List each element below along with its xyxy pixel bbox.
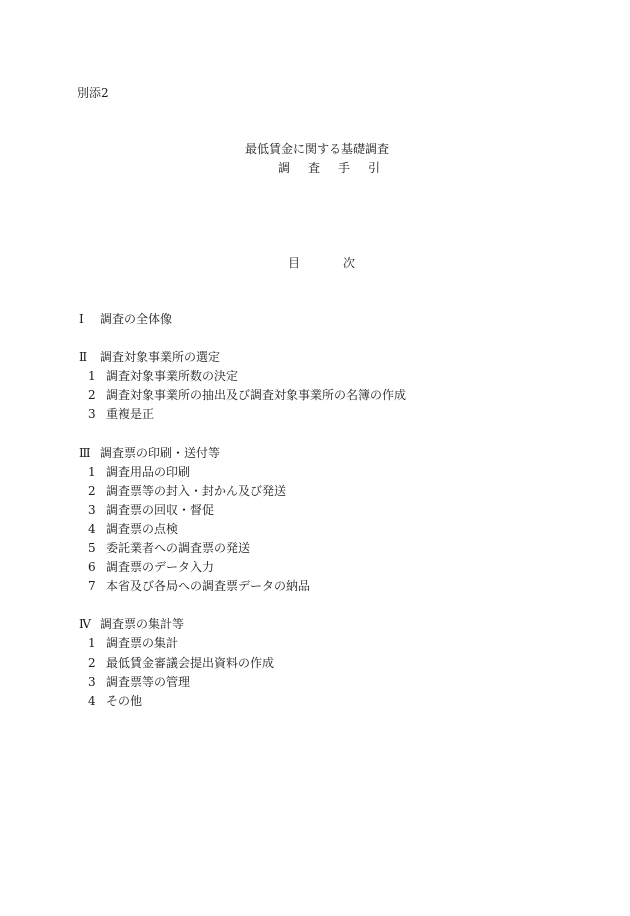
toc-item-text: 委託業者への調査票の発送 bbox=[106, 541, 251, 555]
toc-item bbox=[88, 694, 142, 708]
subtitle-char: 引 bbox=[368, 161, 381, 175]
toc-section bbox=[79, 446, 220, 460]
toc-item bbox=[88, 541, 250, 555]
toc-item-number: 1 bbox=[88, 464, 96, 479]
subtitle-char: 査 bbox=[308, 161, 321, 175]
toc-item-text: 調査票等の封入・封かん及び発送 bbox=[106, 483, 287, 498]
toc-item bbox=[88, 560, 214, 574]
toc-item bbox=[88, 388, 406, 402]
toc-item bbox=[88, 484, 286, 498]
toc-item-number: 5 bbox=[88, 541, 96, 555]
toc-item-number: 6 bbox=[88, 560, 96, 575]
toc-section bbox=[79, 312, 172, 326]
toc-item-text: その他 bbox=[106, 693, 143, 708]
subtitle-char: 調 bbox=[278, 161, 291, 175]
attachment-label: 別添2 bbox=[77, 86, 109, 100]
toc-section-number: Ⅱ bbox=[79, 350, 88, 365]
toc-item bbox=[88, 636, 178, 650]
toc-item-number: 7 bbox=[88, 579, 96, 594]
toc-item-text: 調査対象事業所の抽出及び調査対象事業所の名簿の作成 bbox=[106, 388, 407, 403]
toc-section-title: 調査対象事業所の選定 bbox=[100, 350, 221, 365]
toc-item-number: 3 bbox=[88, 502, 96, 517]
toc-item bbox=[88, 579, 310, 593]
toc-item bbox=[88, 407, 154, 421]
toc-item bbox=[88, 465, 190, 479]
toc-item-text: 調査票の集計 bbox=[106, 636, 179, 651]
toc-item-number: 4 bbox=[88, 693, 96, 708]
subtitle-char: 手 bbox=[338, 161, 351, 175]
toc-item-text: 調査票のデータ入力 bbox=[106, 560, 215, 575]
toc-item-number: 2 bbox=[88, 655, 96, 670]
toc-item-number: 2 bbox=[88, 388, 96, 403]
toc-item-text: 調査対象事業所数の決定 bbox=[106, 369, 239, 384]
toc-section-number: Ⅳ bbox=[79, 617, 91, 632]
toc-item-number: 3 bbox=[88, 407, 96, 422]
toc-item bbox=[88, 522, 178, 536]
toc-section-title: 調査票の印刷・送付等 bbox=[100, 445, 221, 460]
toc-item-text: 重複是正 bbox=[106, 407, 155, 422]
document-title: 最低賃金に関する基礎調査 bbox=[244, 142, 389, 156]
toc-item-number: 4 bbox=[88, 521, 96, 536]
toc-item bbox=[88, 656, 274, 670]
toc-section-title: 調査の全体像 bbox=[100, 312, 173, 326]
toc-item-text: 最低賃金審議会提出資料の作成 bbox=[106, 655, 275, 670]
toc-item-text: 調査用品の印刷 bbox=[106, 464, 191, 479]
toc-section bbox=[79, 350, 220, 364]
toc-item-text: 調査票の回収・督促 bbox=[106, 502, 215, 517]
toc-section-title: 調査票の集計等 bbox=[100, 617, 185, 632]
toc-heading-char: 目 bbox=[288, 256, 301, 270]
toc-heading bbox=[288, 256, 355, 270]
toc-section-number: Ⅰ bbox=[79, 312, 84, 326]
toc-item bbox=[88, 675, 190, 689]
document-subtitle bbox=[278, 161, 380, 175]
toc-item-text: 調査票の点検 bbox=[106, 521, 179, 536]
toc-section bbox=[79, 617, 184, 631]
toc-item-text: 本省及び各局への調査票データの納品 bbox=[106, 579, 311, 594]
toc-item-number: 3 bbox=[88, 674, 96, 689]
toc-item-number: 1 bbox=[88, 636, 96, 651]
toc-item bbox=[88, 369, 238, 383]
toc-item-number: 1 bbox=[88, 369, 96, 384]
toc-heading-char: 次 bbox=[343, 256, 356, 270]
toc-item-number: 2 bbox=[88, 483, 96, 498]
toc-item bbox=[88, 503, 214, 517]
toc-item-text: 調査票等の管理 bbox=[106, 674, 191, 689]
toc-section-number: Ⅲ bbox=[79, 445, 91, 460]
